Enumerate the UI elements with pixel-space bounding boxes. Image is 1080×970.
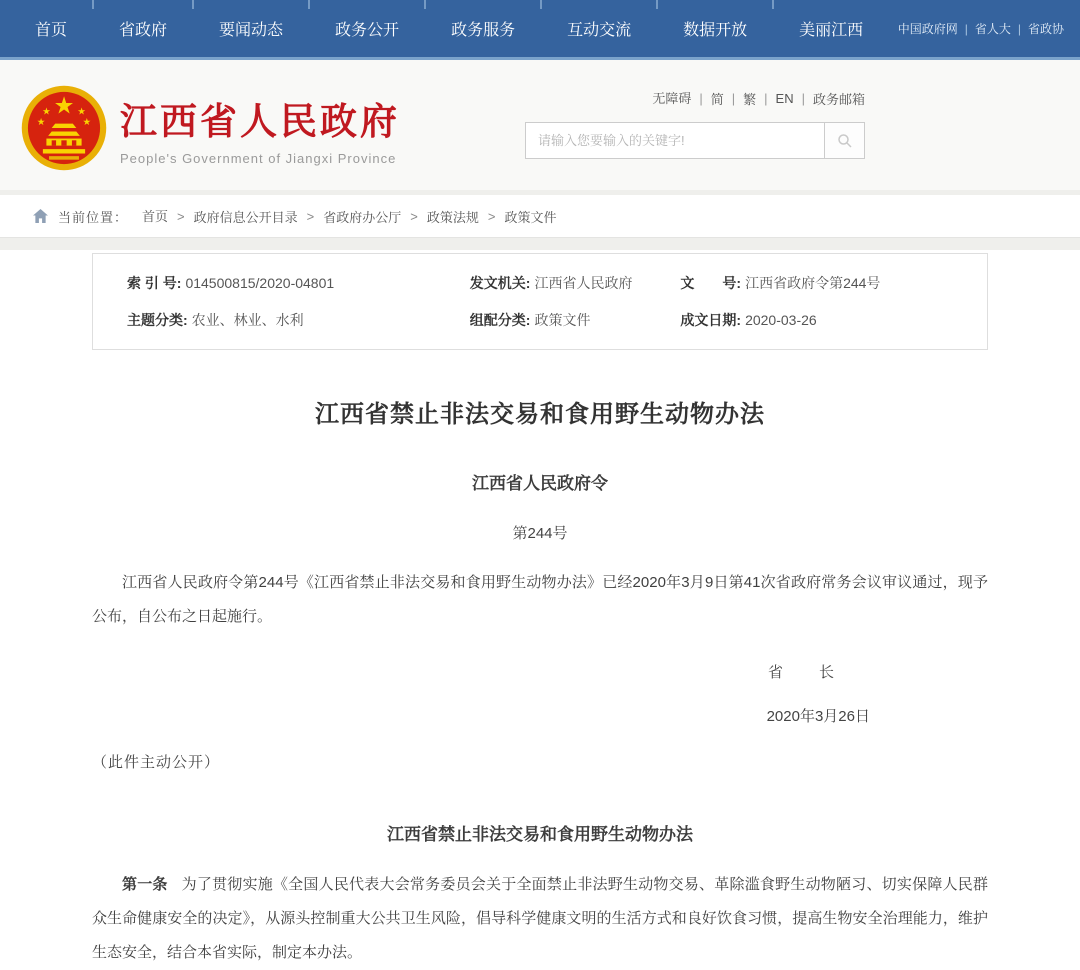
signer-title: 省 长 — [767, 664, 836, 681]
meta-field — [680, 310, 953, 330]
breadcrumb-item[interactable]: 省政府办公厅 — [323, 210, 402, 225]
separator: | — [731, 91, 736, 106]
meta-field — [470, 273, 681, 293]
meta-label: 组配分类: — [469, 312, 531, 328]
search-input[interactable] — [526, 123, 824, 158]
separator: | — [801, 91, 805, 106]
quick-link-wrap — [691, 89, 723, 108]
breadcrumb-item-wrap — [298, 207, 402, 226]
breadcrumb-item[interactable]: 首页 — [142, 209, 169, 224]
nav-menu — [35, 17, 863, 40]
external-link-wrap — [1011, 20, 1064, 37]
breadcrumb-separator: > — [487, 209, 496, 224]
search-bar — [525, 122, 865, 159]
breadcrumb-separator: > — [306, 209, 315, 224]
breadcrumb-item[interactable]: 政策法规 — [426, 210, 479, 225]
quick-link[interactable]: EN — [775, 91, 794, 106]
nav-item[interactable]: 政务公开 — [335, 17, 399, 40]
breadcrumb-label: 当前位置： — [58, 209, 129, 225]
svg-text:★: ★ — [82, 117, 91, 127]
breadcrumb-item-wrap — [142, 206, 168, 225]
svg-text:★: ★ — [37, 117, 46, 127]
quick-link[interactable]: 繁 — [743, 92, 757, 107]
site-title: 江西省人民政府 — [120, 100, 400, 142]
decree-number: 第244号 — [512, 525, 568, 542]
decree-heading: 江西省人民政府令 — [472, 474, 608, 493]
nav-item[interactable]: 政务服务 — [451, 17, 515, 40]
breadcrumb — [0, 195, 1080, 237]
header-right — [525, 60, 865, 190]
sign-date: 2020年3月26日 — [766, 708, 870, 725]
nav-item[interactable]: 数据开放 — [683, 17, 747, 40]
meta-label: 文 号: — [680, 275, 742, 291]
breadcrumb-item-wrap — [401, 207, 479, 226]
document-title: 江西省禁止非法交易和食用野生动物办法 — [315, 401, 765, 428]
quick-link-wrap — [724, 89, 756, 108]
nav-item[interactable]: 省政府 — [119, 17, 167, 40]
meta-field — [470, 310, 681, 330]
quick-link[interactable]: 无障碍 — [652, 91, 692, 106]
search-button[interactable] — [824, 123, 864, 158]
breadcrumb-separator: > — [177, 209, 185, 224]
document-meta-table — [92, 253, 988, 350]
quick-link[interactable]: 简 — [710, 92, 724, 107]
separator: | — [1017, 21, 1021, 36]
separator: | — [699, 91, 703, 106]
meta-label: 成文日期: — [680, 312, 742, 328]
breadcrumb-item-wrap — [479, 207, 557, 226]
external-links — [898, 20, 1064, 37]
site-header — [0, 60, 1080, 190]
article-1-paragraph — [92, 868, 988, 970]
regulation-title: 江西省禁止非法交易和食用野生动物办法 — [387, 825, 693, 844]
meta-value: 江西省人民政府 — [534, 275, 633, 291]
meta-value: 江西省政府令第244号 — [745, 275, 881, 291]
breadcrumb-item-wrap — [168, 207, 298, 226]
quick-link[interactable]: 政务邮箱 — [812, 92, 865, 107]
nav-item[interactable]: 美丽江西 — [799, 17, 863, 40]
breadcrumb-separator: > — [410, 209, 418, 224]
disclosure-note: （此件主动公开） — [92, 754, 221, 771]
site-subtitle: People's Government of Jiangxi Province — [120, 150, 397, 166]
article-1-text: 为了贯彻实施《全国人民代表大会常务委员会关于全面禁止非法野生动物交易、革除滥食野生动物陋习、切实保障人民群众生命健康安全的决定》，从源头控制重大公共卫生风险，倡导科学健康文明的生活方式和良好饮食习惯，提高生物安全治理能力，维护生态安全，结合本省实际，制定本办法。 — [92, 876, 988, 961]
document-content — [0, 250, 1080, 970]
external-link[interactable]: 省人大 — [974, 22, 1011, 36]
meta-value: 政策文件 — [534, 312, 591, 328]
external-link[interactable]: 中国政府网 — [897, 22, 958, 36]
svg-text:★: ★ — [77, 106, 86, 116]
meta-field — [127, 273, 470, 293]
external-link[interactable]: 省政协 — [1027, 22, 1064, 36]
document-inner — [92, 253, 988, 970]
breadcrumb-item[interactable]: 政府信息公开目录 — [193, 210, 298, 225]
brand-text — [120, 91, 400, 166]
meta-field — [680, 273, 953, 293]
separator: | — [964, 21, 968, 36]
nav-item[interactable]: 要闻动态 — [219, 17, 283, 40]
meta-label: 发文机关: — [469, 275, 531, 291]
article-1-label: 第一条 — [122, 876, 168, 893]
top-navigation — [0, 0, 1080, 57]
external-link-wrap — [898, 20, 958, 37]
meta-label: 主题分类: — [127, 312, 188, 328]
external-link-wrap — [958, 20, 1011, 37]
announcement-paragraph: 江西省人民政府令第244号《江西省禁止非法交易和食用野生动物办法》已经2020年3月9日第41次省政府常务会议审议通过，现予公布，自公布之日起施行。 — [92, 574, 988, 625]
separator: | — [764, 91, 768, 106]
breadcrumb-item[interactable]: 政策文件 — [504, 210, 557, 225]
svg-text:★: ★ — [54, 95, 74, 118]
quick-link-wrap — [652, 88, 691, 107]
search-icon — [837, 133, 853, 149]
quick-link-wrap — [756, 91, 793, 106]
svg-text:★: ★ — [42, 106, 51, 116]
meta-value: 014500815/2020-04801 — [185, 275, 335, 291]
home-icon — [33, 209, 48, 223]
nav-item[interactable]: 首页 — [35, 22, 68, 39]
breadcrumb-items — [142, 206, 556, 226]
meta-field — [127, 310, 470, 330]
quick-links — [525, 88, 865, 108]
brand — [20, 60, 400, 190]
nav-item[interactable]: 互动交流 — [567, 17, 631, 40]
meta-value: 2020-03-26 — [745, 312, 817, 328]
national-emblem-logo — [20, 84, 108, 172]
meta-value: 农业、林业、水利 — [191, 312, 304, 328]
quick-link-wrap — [794, 89, 865, 108]
meta-label: 索 引 号: — [127, 275, 182, 291]
